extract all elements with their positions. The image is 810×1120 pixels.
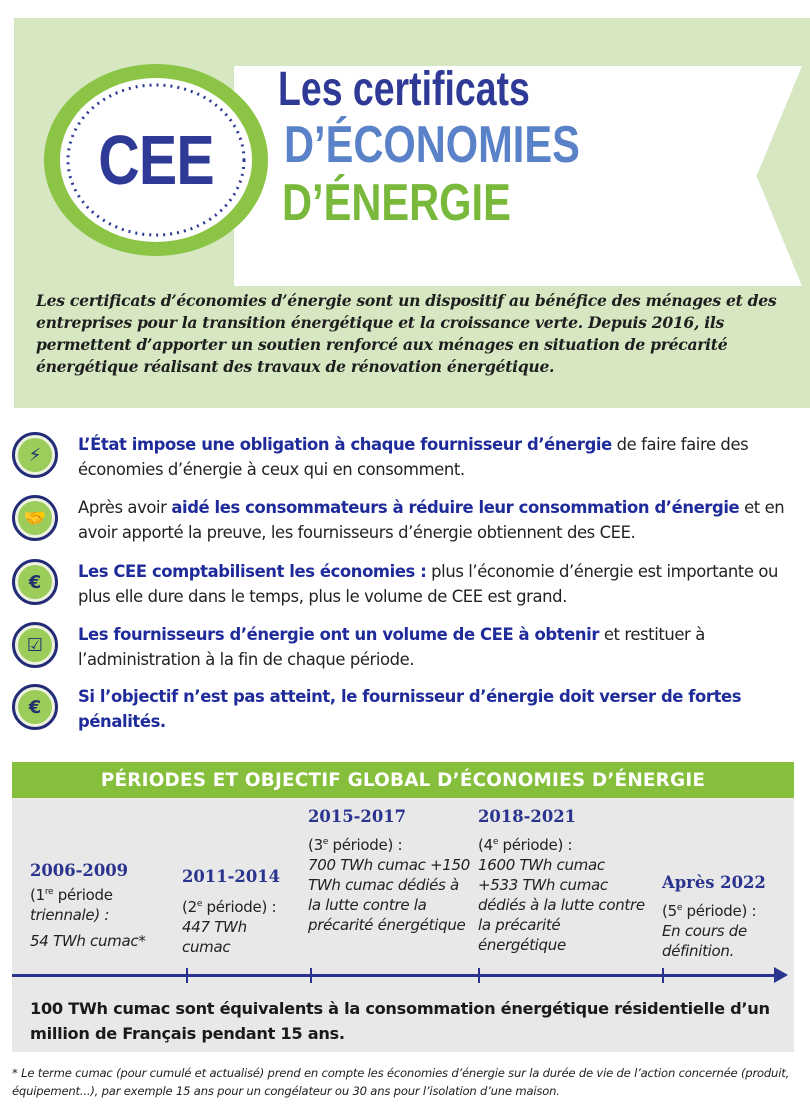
period-detail: 700 TWh cumac +150 TWh cumac dédiés à la lutte contre la précarité énergétique <box>308 856 471 934</box>
page-title <box>278 64 654 232</box>
cee-badge <box>42 62 270 258</box>
checklist-icon: ☑ <box>12 622 58 668</box>
period-label: (5e période) : <box>662 902 757 920</box>
timeline-tick <box>662 968 664 983</box>
handshake-icon: 🤝 <box>12 495 58 541</box>
period-label: (4e période) : <box>478 836 573 854</box>
period-label: (3e période) : <box>308 836 403 854</box>
timeline-tick <box>186 968 188 983</box>
period-years: Après 2022 <box>662 873 766 892</box>
title-line-2: D’ÉCONOMIES <box>284 116 580 174</box>
period-label-2: triennale) : <box>30 906 110 924</box>
timeline-tick <box>478 968 480 983</box>
timeline-heading: PÉRIODES ET OBJECTIF GLOBAL D’ÉCONOMIES D’ÉNERGIE <box>12 762 794 798</box>
period-1 <box>30 860 180 951</box>
period-years: 2015-2017 <box>308 807 407 826</box>
period-detail: En cours de définition. <box>662 922 747 960</box>
period-detail: 447 TWh cumac <box>182 918 247 956</box>
timeline-tick <box>310 968 312 983</box>
bullet-text: Si l’objectif n’est pas atteint, le fournisseur d’énergie doit verser de fortes pénalités. <box>78 687 742 731</box>
period-4 <box>478 806 646 955</box>
period-3 <box>308 806 476 935</box>
period-detail: 1600 TWh cumac +533 TWh cumac dédiés à la lutte contre la précarité énergétique <box>478 856 645 954</box>
period-years: 2006-2009 <box>30 861 129 880</box>
euro-coin-icon: € <box>12 684 58 730</box>
title-line-1: Les certificats <box>278 63 530 116</box>
period-label: (2e période) : <box>182 898 277 916</box>
period-5 <box>662 872 788 961</box>
title-line-3: D’ÉNERGIE <box>282 174 511 232</box>
period-years: 2011-2014 <box>182 867 281 886</box>
equivalence-note: 100 TWh cumac sont équivalents à la consommation énergétique résidentielle d’un million de Français pendant 15 ans. <box>30 999 770 1043</box>
bullet-text: Les fournisseurs d’énergie ont un volume de CEE à obtenir et restituer à l’administration à la fin de chaque période. <box>78 625 705 669</box>
period-detail: 54 TWh cumac* <box>30 932 146 950</box>
period-2 <box>182 866 300 957</box>
timeline-axis <box>12 974 784 977</box>
period-years: 2018-2021 <box>478 807 577 826</box>
intro-paragraph: Les certificats d’économies d’énergie sont un dispositif au bénéfice des ménages et des entreprises pour la transition énergétique et la croissance verte. Depuis 2016, ils permettent d’apporter un soutien renforcé aux ménages en situation de précarité énergétique réalisant des travaux de rénovation énergétique. <box>36 291 777 376</box>
arrow-right-icon <box>774 967 788 983</box>
badge-label: CEE <box>98 121 214 199</box>
bullet-text: L’État impose une obligation à chaque fournisseur d’énergie de faire faire des économies d’énergie à ceux qui en consomment. <box>78 435 749 479</box>
bullet-text: Après avoir aidé les consommateurs à réduire leur consommation d’énergie et en avoir apporté la preuve, les fournisseurs d’énergie obtiennent des CEE. <box>78 498 785 542</box>
lightning-icon: ⚡ <box>12 432 58 478</box>
money-bag-icon: € <box>12 559 58 605</box>
bullet-text: Les CEE comptabilisent les économies : plus l’économie d’énergie est importante ou plus elle dure dans le temps, plus le volume de CEE est grand. <box>78 562 779 606</box>
period-label: (1re période <box>30 886 113 904</box>
footnote: * Le terme cumac (pour cumulé et actualisé) prend en compte les économies d’énergie sur la durée de vie de l’action concernée (produit, équipement...), par exemple 15 ans pour un congélateur ou 30 ans pour l’isolation d’une maison. <box>12 1066 790 1098</box>
